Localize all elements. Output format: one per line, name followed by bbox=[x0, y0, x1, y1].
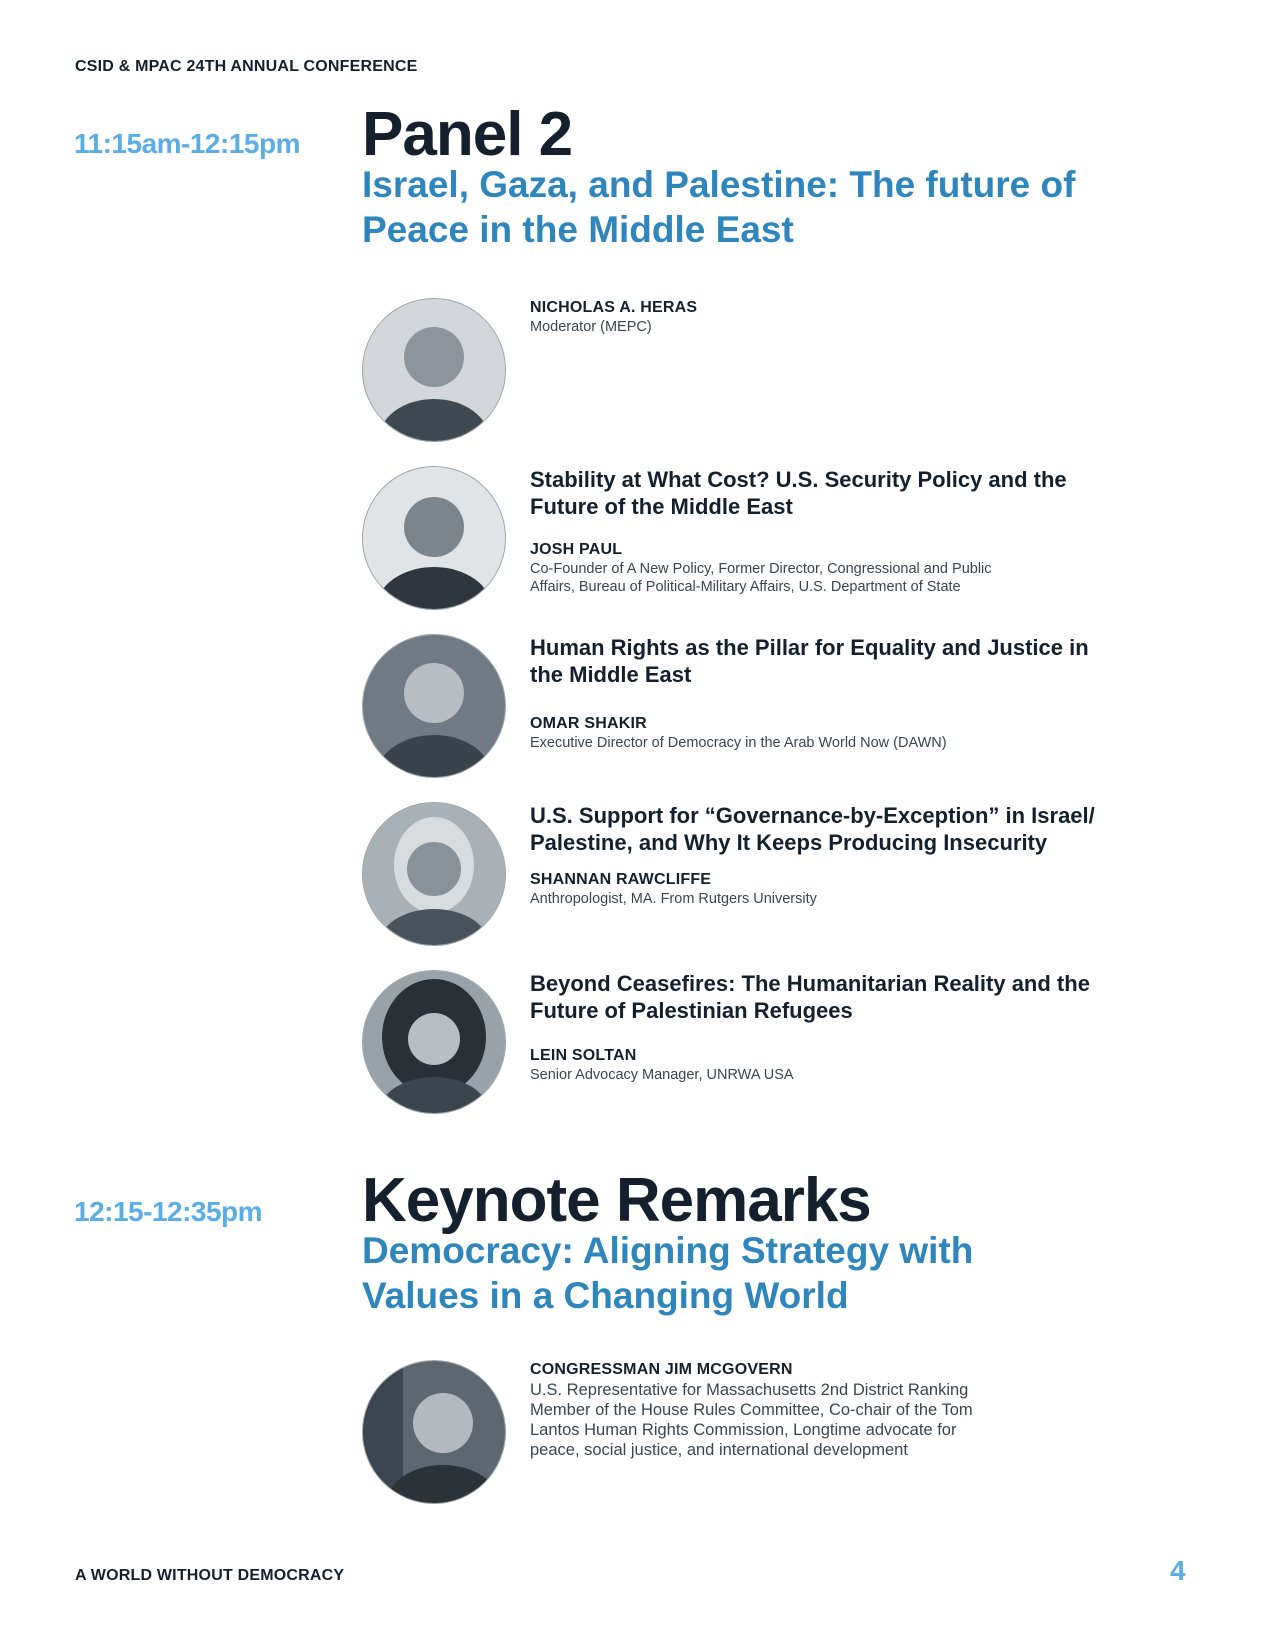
keynote-time: 12:15-12:35pm bbox=[74, 1196, 263, 1227]
speaker-role-line-2: Affairs, Bureau of Political-Military Affairs, U.S. Department of State bbox=[530, 579, 961, 595]
portrait-placeholder-icon bbox=[363, 299, 505, 441]
speaker-role-line-4: peace, social justice, and international development bbox=[530, 1441, 908, 1459]
talk-title bbox=[530, 802, 1180, 856]
talk-title-line-1: U.S. Support for “Governance-by-Exception” in Israel/ bbox=[530, 803, 1095, 828]
portrait-placeholder-icon bbox=[363, 971, 505, 1113]
page-number: 4 bbox=[1170, 1555, 1186, 1586]
running-header: CSID & MPAC 24TH ANNUAL CONFERENCE bbox=[75, 58, 418, 75]
portrait-placeholder-icon bbox=[363, 1361, 505, 1503]
keynote-subtitle-line-2: Values in a Changing World bbox=[362, 1275, 849, 1316]
speaker-role-line-3: Lantos Human Rights Commission, Longtime advocate for bbox=[530, 1421, 957, 1439]
talk-title-line-1: Human Rights as the Pillar for Equality and Justice in bbox=[530, 635, 1089, 660]
speaker-photo bbox=[362, 1360, 506, 1504]
panel-title: Panel 2 bbox=[362, 100, 573, 169]
portrait-placeholder-icon bbox=[363, 803, 505, 945]
panel-subtitle-line-2: Peace in the Middle East bbox=[362, 209, 794, 250]
speaker-name: NICHOLAS A. HERAS bbox=[530, 299, 698, 316]
moderator-entry bbox=[362, 298, 1192, 444]
talk-title-line-2: Palestine, and Why It Keeps Producing Insecurity bbox=[530, 830, 1048, 855]
speaker-name: CONGRESSMAN JIM MCGOVERN bbox=[530, 1361, 793, 1378]
keynote-speaker-entry bbox=[362, 1360, 1192, 1506]
speaker-photo bbox=[362, 634, 506, 778]
speaker-name: SHANNAN RAWCLIFFE bbox=[530, 871, 712, 888]
talk-title bbox=[530, 466, 1180, 520]
speaker-role-line-2: Member of the House Rules Committee, Co-chair of the Tom bbox=[530, 1401, 973, 1419]
speaker-entry bbox=[362, 802, 1192, 948]
talk-title-line-2: Future of Palestinian Refugees bbox=[530, 998, 853, 1023]
portrait-placeholder-icon bbox=[363, 467, 505, 609]
speaker-photo bbox=[362, 802, 506, 946]
speaker-role-line-1: Senior Advocacy Manager, UNRWA USA bbox=[530, 1067, 794, 1083]
speaker-name: JOSH PAUL bbox=[530, 541, 623, 558]
running-footer: A WORLD WITHOUT DEMOCRACY bbox=[75, 1567, 345, 1584]
speaker-entry bbox=[362, 466, 1192, 612]
speaker-photo bbox=[362, 970, 506, 1114]
speaker-entry bbox=[362, 970, 1192, 1116]
talk-title-line-2: the Middle East bbox=[530, 662, 692, 687]
speaker-role-line-1: Executive Director of Democracy in the Arab World Now (DAWN) bbox=[530, 735, 947, 751]
speaker-entry bbox=[362, 634, 1192, 780]
keynote-subtitle-line-1: Democracy: Aligning Strategy with bbox=[362, 1230, 974, 1271]
speaker-role-line-1: Co-Founder of A New Policy, Former Director, Congressional and Public bbox=[530, 561, 992, 577]
panel-time: 11:15am-12:15pm bbox=[74, 128, 300, 159]
panel-subtitle bbox=[362, 162, 1192, 252]
keynote-title: Keynote Remarks bbox=[362, 1166, 871, 1235]
portrait-placeholder-icon bbox=[363, 635, 505, 777]
speaker-name: LEIN SOLTAN bbox=[530, 1047, 637, 1064]
talk-title bbox=[530, 634, 1180, 688]
talk-title-line-1: Stability at What Cost? U.S. Security Policy and the bbox=[530, 467, 1067, 492]
speaker-photo bbox=[362, 466, 506, 610]
talk-title bbox=[530, 970, 1180, 1024]
panel-subtitle-line-1: Israel, Gaza, and Palestine: The future of bbox=[362, 164, 1076, 205]
talk-title-line-2: Future of the Middle East bbox=[530, 494, 793, 519]
speaker-photo bbox=[362, 298, 506, 442]
keynote-subtitle bbox=[362, 1228, 1192, 1318]
speaker-role-line-1: U.S. Representative for Massachusetts 2nd District Ranking bbox=[530, 1381, 969, 1399]
speaker-role-line-1: Anthropologist, MA. From Rutgers University bbox=[530, 891, 817, 907]
speaker-name: OMAR SHAKIR bbox=[530, 715, 647, 732]
talk-title-line-1: Beyond Ceasefires: The Humanitarian Reality and the bbox=[530, 971, 1090, 996]
speaker-role: Moderator (MEPC) bbox=[530, 319, 652, 335]
